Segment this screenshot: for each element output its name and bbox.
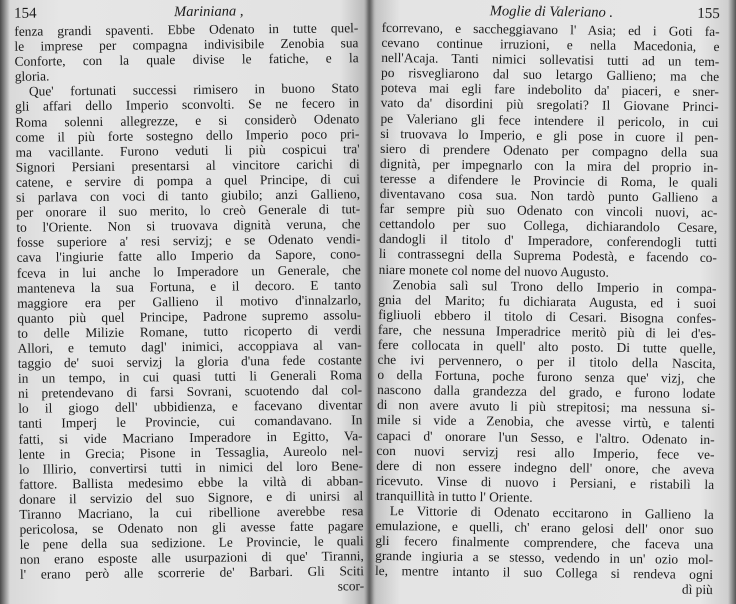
text-line: si truovava lo Imperio, e gli pose in cuore il pen- <box>380 125 719 145</box>
text-line: fere collocata in quell' alto posto. Di tutte quelle, <box>377 336 716 357</box>
text-line: to l'Oriente. Non si truovava dignità veruna, che <box>16 216 361 236</box>
text-line: tranquillità in tutto l' Oriente. <box>375 487 533 505</box>
text-line: dandogli il titolo d' Imperadore, conferendogli tutti <box>378 231 718 251</box>
left-page-number: 154 <box>14 5 37 22</box>
text-line: le imprese per compagna indivisibile Zenobia sua <box>14 35 359 54</box>
text-line: gnia del Marito; fu dichiarata Augusta, ed i suoi <box>378 291 717 311</box>
text-line: pe Valeriano gli fece intendere il pericolo, in cui <box>380 110 719 130</box>
right-catchword: dì più <box>681 582 713 598</box>
text-line: diventavano cosa sua. Non tardò punto Gallieno a <box>379 185 718 206</box>
text-line: non erano esposte alle usurpazioni di que' Tiranni, <box>19 548 364 568</box>
text-line: niare monete col nome del nuovo Augusto. <box>378 261 609 280</box>
text-line: fcorrevano, e saccheggiavano l' Asia; ed i Goti fa- <box>381 19 720 40</box>
text-line: emulazione, e quelli, ch' erano gelosi dell' onor suo <box>375 517 714 538</box>
text-line: li contrassegni della Suprema Podestà, e facendo co- <box>378 246 717 266</box>
text-line: mile si vide a Zenobia, che avesse virtù, e talenti <box>376 412 715 432</box>
text-line: Le Vittorie di Odenato eccitarono in Gallieno la <box>389 503 714 523</box>
text-line: di non avere avuto li più strepitosi; ma nessuna si- <box>376 397 716 417</box>
text-line: gli affari dello Imperio sconvolti. Se ne fecero in <box>15 95 360 115</box>
text-line: grande ingiuria a se stesso, vedendo in un' ozio mol- <box>375 548 714 568</box>
text-line: taggio de' suoi servizj la gloria d'una fede costante <box>17 352 362 371</box>
text-line: Conforte, con la quale divise le fatiche, e la <box>14 50 359 69</box>
text-line: gloria. <box>14 68 50 85</box>
left-catchword: scor- <box>337 578 365 594</box>
text-line: che ivi pervennero, o per il titolo della Nascita, <box>377 351 716 372</box>
text-line: fosse superiore a' resi servizj; e se Odenato vendi- <box>16 231 361 251</box>
text-line: ma vacillante. Furono veduti li più cospicui tra' <box>15 140 360 160</box>
text-line: fatti, si vide Macriano Imperadore in Egitto, Va- <box>18 427 363 447</box>
text-line: si parlava con voci di tanto giubilo; anzi Gallieno, <box>15 186 361 205</box>
text-line: quanto più quel Principe, Padrone supremo assolu- <box>17 306 362 326</box>
right-running-title: Moglie di Valeriano . <box>489 3 614 21</box>
text-line: siero di prendere Odenato per compagno della sua <box>380 140 719 160</box>
text-line: maggiore era per Gallieno il motivo d'innalzarlo, <box>17 291 362 311</box>
text-line: in un tempo, in cui quasi tutti li Generali Roma <box>17 367 363 386</box>
text-line: donare il servizio del suo Signore, e di unirsi al <box>19 488 364 507</box>
text-line: manteneva la sua Fortuna, e il decoro. E tanto <box>16 276 362 296</box>
text-line: l' erano però alle scorrerie de' Barbari. Gli Sciti <box>19 563 365 583</box>
right-page <box>375 0 720 604</box>
text-line: le pene della sua sedizione. Le Provincie, le quali <box>19 533 364 552</box>
text-line: lo il giogo dell' ubbidienza, e facevano diventar <box>18 397 363 417</box>
text-line: dignità, per impegnarlo con la mira del proprio in- <box>379 155 719 175</box>
text-line: Roma solenni allegrezze, e si considerò Odenato <box>15 110 360 130</box>
text-line: ni pretendevano di farsi Sovrani, scuotendo dal col- <box>18 382 363 402</box>
left-page-text <box>14 20 364 582</box>
text-line: pericolosa, se Odenato non gli avesse fatte pagare <box>19 518 364 537</box>
text-line: po risvegliarono dal suo letargo Gallieno; ma che <box>381 65 720 85</box>
text-line: tanti Imperj le Provincie, cui comandavano. In <box>18 412 363 432</box>
text-line: lo Illirio, convertirsi tutti in nimici del loro Bene- <box>18 457 363 477</box>
text-line: fenza grandi spaventi. Ebbe Odenato in tutte quel- <box>14 20 359 39</box>
left-page <box>14 0 364 604</box>
text-line: o della Fortuna, poche furono senza que' vizj, che <box>377 367 716 387</box>
text-line: vato da' disordini più sregolati? Il Giovane Princi- <box>380 95 719 115</box>
left-running-title: Mariniana , <box>174 3 244 21</box>
text-line: Signori Persiani presentarsi al vincitore carichi di <box>15 156 360 175</box>
text-line: con nuovi servizj resi allo Imperio, fece ve- <box>376 442 715 462</box>
text-line: gli fecero finalmente comprendere, che faceva una <box>375 533 714 553</box>
text-line: teresse a difendere le Provincie di Roma, le quali <box>379 170 718 190</box>
text-line: per onorare il suo merito, lo creò Generale di tut- <box>16 201 361 220</box>
text-line: ricevuto. Vinse di nuovo i Persiani, e ristabilì la <box>376 472 715 492</box>
right-page-text <box>375 20 720 583</box>
text-line: fare, che nessuna Imperadrice meritò più di lei d'es- <box>377 321 717 341</box>
text-line: fceva in lui anche lo Imperadore un Generale, che <box>16 261 361 281</box>
text-line: capaci d' onorare l'un Sesso, e l'altro. Odenato in- <box>376 427 715 447</box>
text-line: come il più forte sostegno dello Imperio poco pri- <box>15 125 360 145</box>
text-line: nell'Acaja. Tanti nimici sollevatisi tutti ad un tem- <box>381 50 720 70</box>
text-line: cava l'ingiurie fatte allo Imperio da Sapore, cono- <box>16 246 361 266</box>
text-line: fattore. Ballista medesimo ebbe la viltà di abban- <box>18 472 364 492</box>
text-line: far sempre più suo Odenato con vincoli nuovi, ac- <box>379 201 718 221</box>
text-line: Allori, e temuto dagl' inimici, accoppiava al van- <box>17 337 362 356</box>
text-line: nascono dalla grandezza del grado, e furono lodate <box>377 382 716 402</box>
text-line: to delle Milizie Romane, tutto ricoperto di verdi <box>17 322 362 341</box>
right-page-number: 155 <box>697 5 720 23</box>
text-line: catene, e servire di pompa a quel Principe, di cui <box>15 171 360 190</box>
text-line: le, mentre intanto il suo Collega si rendeva ogni <box>374 563 714 583</box>
text-line: figliuoli ebbero il titolo di Cesari. Bisogna confes- <box>378 306 717 326</box>
text-line: Tiranno Macriano, la cui ribellione averebbe resa <box>19 503 364 522</box>
text-line: poteva mai egli fare indebolito da' piaceri, e sner- <box>380 80 719 100</box>
text-line: cevano continue irruzioni, e nella Macedonia, e <box>381 35 720 55</box>
text-line: lente in Grecia; Pisone in Tessaglia, Aureolo nel- <box>18 442 363 462</box>
text-line: dere di non essere indegno dell' onore, che aveva <box>376 457 715 477</box>
text-line: Que' fortunati successi rimisero in buono Stato <box>28 80 360 100</box>
book-gutter <box>364 0 374 604</box>
text-line: Zenobia salì sul Trono dello Imperio in compa- <box>392 276 717 296</box>
text-line: cettandolo per suo Collega, dichiarandolo Cesare, <box>379 216 718 236</box>
